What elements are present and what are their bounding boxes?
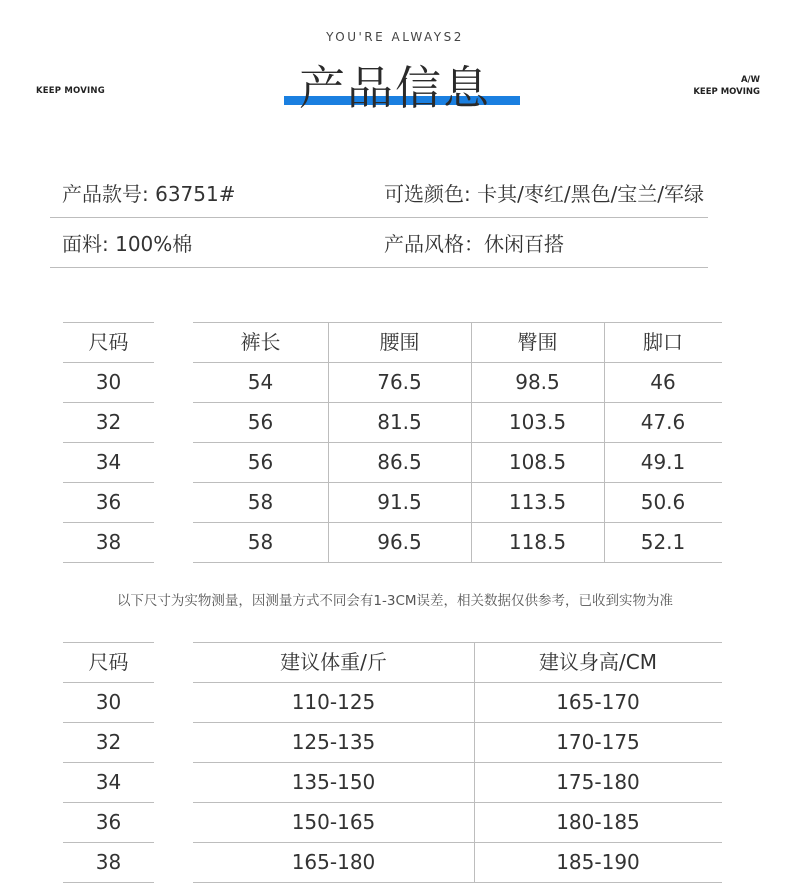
table-header-cell: 尺码 [88, 650, 129, 674]
table-header-cell: 脚口 [643, 330, 683, 354]
table-cell: 185-190 [556, 850, 640, 874]
table-cell: 30 [95, 690, 122, 714]
table-cell: 81.5 [377, 410, 422, 434]
fabric: 面料: 100%棉 [62, 232, 193, 256]
table-cell: 135-150 [291, 770, 376, 794]
table-cell: 76.5 [377, 370, 422, 394]
table-header-cell: 臀围 [517, 330, 558, 354]
table-cell: 175-180 [556, 770, 640, 794]
page-title: 产品信息 [299, 61, 491, 115]
table-cell: 58 [247, 490, 274, 514]
table-cell: 165-170 [556, 690, 640, 714]
table-cell: 34 [95, 770, 122, 794]
table-cell: 110-125 [291, 690, 376, 714]
table-cell: 103.5 [508, 410, 567, 434]
table-cell: 58 [247, 530, 274, 554]
table-cell: 38 [95, 530, 122, 554]
table-cell: 150-165 [291, 810, 376, 834]
info-divider-2 [50, 267, 708, 268]
table-cell: 91.5 [377, 490, 422, 514]
table-cell: 49.1 [640, 450, 686, 474]
table-cell: 34 [95, 450, 122, 474]
table-cell: 56 [247, 450, 274, 474]
table-cell: 165-180 [291, 850, 376, 874]
available-colors: 可选颜色: 卡其/枣红/黑色/宝兰/军绿 [384, 182, 705, 206]
table-cell: 47.6 [640, 410, 686, 434]
table-row-line [193, 882, 722, 883]
table-row-line [193, 562, 722, 563]
info-divider-1 [50, 217, 708, 218]
table-cell: 108.5 [508, 450, 567, 474]
table-cell: 170-175 [556, 730, 640, 754]
table-cell: 52.1 [640, 530, 686, 554]
table-row-line [63, 562, 154, 563]
table-cell: 36 [95, 490, 122, 514]
table-cell: 54 [247, 370, 274, 394]
table-header-cell: 尺码 [88, 330, 129, 354]
table-cell: 113.5 [508, 490, 567, 514]
table-cell: 32 [95, 410, 122, 434]
table-cell: 38 [95, 850, 122, 874]
table-cell: 96.5 [377, 530, 422, 554]
table-cell: 118.5 [508, 530, 567, 554]
table-cell: 50.6 [640, 490, 686, 514]
product-style: 产品风格：休闲百搭 [384, 232, 564, 256]
table-cell: 36 [95, 810, 122, 834]
table-header-cell: 裤长 [240, 330, 281, 354]
table-cell: 180-185 [556, 810, 640, 834]
table-header-cell: 腰围 [379, 330, 420, 354]
table-header-cell: 建议身高/CM [539, 650, 657, 674]
table-cell: 56 [247, 410, 274, 434]
table-cell: 46 [650, 370, 676, 394]
right-tag-top: A/W [740, 75, 760, 85]
table-cell: 86.5 [377, 450, 422, 474]
measurement-note: 以下尺寸为实物测量，因测量方式不同会有1-3CM误差，相关数据仅供参考，已收到实物为准 [116, 593, 674, 609]
model-number: 产品款号: 63751# [62, 182, 236, 206]
header-subtitle: YOU'RE ALWAYS2 [326, 30, 464, 44]
table-cell: 30 [95, 370, 122, 394]
left-tag: KEEP MOVING [36, 86, 105, 96]
right-tag-bottom: KEEP MOVING [693, 87, 760, 97]
table-row-line [63, 882, 154, 883]
table-cell: 125-135 [291, 730, 376, 754]
table-cell: 32 [95, 730, 122, 754]
table-cell: 98.5 [515, 370, 560, 394]
table-header-cell: 建议体重/斤 [280, 650, 387, 674]
